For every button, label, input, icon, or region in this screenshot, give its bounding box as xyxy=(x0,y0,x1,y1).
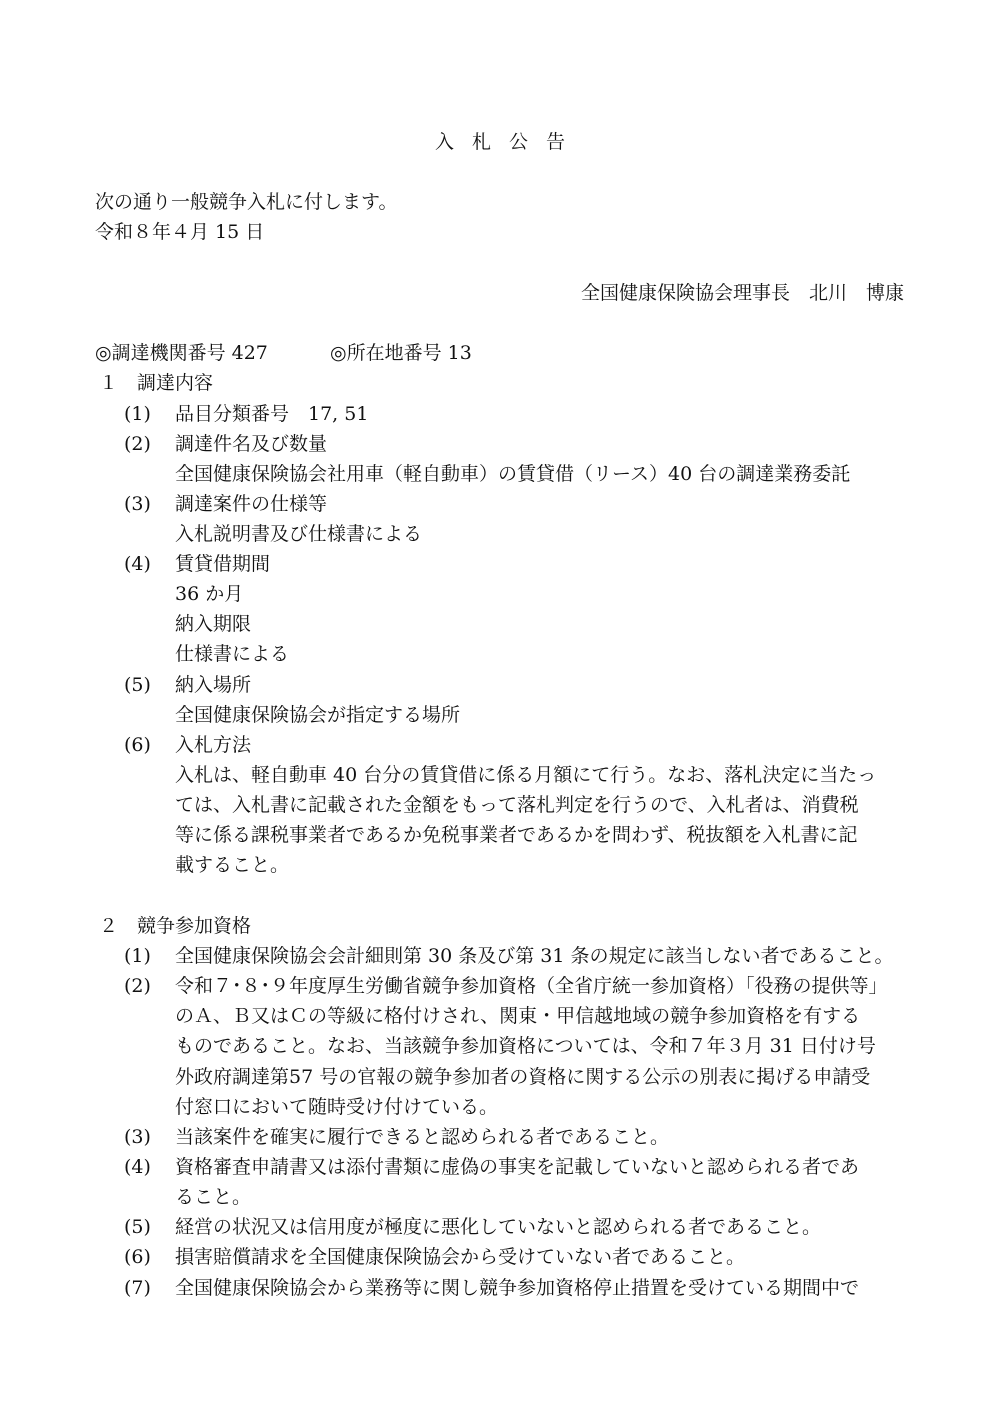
s2-item6-num: (6) xyxy=(124,1246,151,1268)
s1-item6-num: (6) xyxy=(124,734,151,756)
s1-item5-line: 納入場所 xyxy=(175,674,252,696)
s1-item3-line: 入札説明書及び仕様書による xyxy=(175,523,423,545)
s1-item6-line: ては、入札書に記載された金額をもって落札判定を行うので、入札者は、消費税 xyxy=(175,794,859,816)
s1-item4-line: 賃貸借期間 xyxy=(175,553,271,575)
s1-item4-line: 納入期限 xyxy=(175,613,252,635)
s1-item1-line: 品目分類番号 17, 51 xyxy=(175,403,369,425)
s1-item3-line: 調達案件の仕様等 xyxy=(175,493,328,515)
s2-item4-line: ること。 xyxy=(175,1186,252,1208)
s2-item7-num: (7) xyxy=(124,1277,151,1299)
section2-number: ２ xyxy=(99,915,119,937)
s2-item1-num: (1) xyxy=(124,945,151,967)
s1-item5-line: 全国健康保険協会が指定する場所 xyxy=(175,704,461,726)
s2-item2-line: 付窓口において随時受け付けている。 xyxy=(175,1096,499,1118)
s2-item4-line: 資格審査申請書又は添付書類に虚偽の事実を記載していないと認められる者であ xyxy=(175,1156,860,1178)
s2-item3-num: (3) xyxy=(124,1126,151,1148)
s2-item5-num: (5) xyxy=(124,1216,151,1238)
page-title: 入札公告 xyxy=(434,131,583,153)
s2-item2-line: 外政府調達第57 号の官報の競争参加者の資格に関する公示の別表に掲げる申請受 xyxy=(175,1066,871,1088)
s1-item1-num: (1) xyxy=(124,403,151,425)
s2-item2-line: のＡ、Ｂ又はＣの等級に格付けされ、関東・甲信越地域の競争参加資格を有する xyxy=(175,1005,861,1027)
s2-item7-line: 全国健康保険協会から業務等に関し競争参加資格停止措置を受けている期間中で xyxy=(175,1277,860,1299)
s2-item1-line: 全国健康保険協会会計細則第 30 条及び第 31 条の規定に該当しない者であること。 xyxy=(175,945,894,967)
s1-item6-line: 等に係る課税事業者であるか免税事業者であるかを問わず、税抜額を入札書に記 xyxy=(175,824,858,846)
s1-item6-line: 入札は、軽自動車 40 台分の賃貸借に係る月額にて行う。なお、落札決定に当たっ xyxy=(175,764,877,786)
s2-item2-line: ものであること。なお、当該競争参加資格については、令和７年３月 31 日付け号 xyxy=(175,1035,876,1057)
s1-item5-num: (5) xyxy=(124,674,151,696)
s2-item6-line: 損害賠償請求を全国健康保険協会から受けていない者であること。 xyxy=(175,1246,746,1268)
section1-title: 調達内容 xyxy=(137,372,214,394)
s2-item2-line: 令和７･８･９年度厚生労働省競争参加資格（全省庁統一参加資格）「役務の提供等」 xyxy=(175,975,888,997)
s1-item2-line: 全国健康保険協会社用車（軽自動車）の賃貸借（リース）40 台の調達業務委託 xyxy=(175,463,851,485)
s2-item2-num: (2) xyxy=(124,975,151,997)
s1-item4-num: (4) xyxy=(124,553,151,575)
s1-item4-line: 36 か月 xyxy=(175,583,244,605)
section1-number: １ xyxy=(99,372,119,394)
location-code: ◎所在地番号 13 xyxy=(330,342,472,364)
s1-item2-line: 調達件名及び数量 xyxy=(175,433,328,455)
section2-title: 競争参加資格 xyxy=(137,915,252,937)
s1-item6-line: 入札方法 xyxy=(175,734,252,756)
s2-item5-line: 経営の状況又は信用度が極度に悪化していないと認められる者であること。 xyxy=(175,1216,822,1238)
intro-text: 次の通り一般競争入札に付します。 xyxy=(95,191,398,213)
s1-item2-num: (2) xyxy=(124,433,151,455)
s1-item6-line: 載すること。 xyxy=(175,854,290,876)
notice-date: 令和８年４月 15 日 xyxy=(95,221,265,243)
agency-code: ◎調達機関番号 427 xyxy=(95,342,268,364)
s2-item3-line: 当該案件を確実に履行できると認められる者であること。 xyxy=(175,1126,670,1148)
s1-item4-line: 仕様書による xyxy=(175,643,290,665)
issuer-name: 全国健康保険協会理事長 北川 博康 xyxy=(580,282,904,304)
s2-item4-num: (4) xyxy=(124,1156,151,1178)
s1-item3-num: (3) xyxy=(124,493,151,515)
